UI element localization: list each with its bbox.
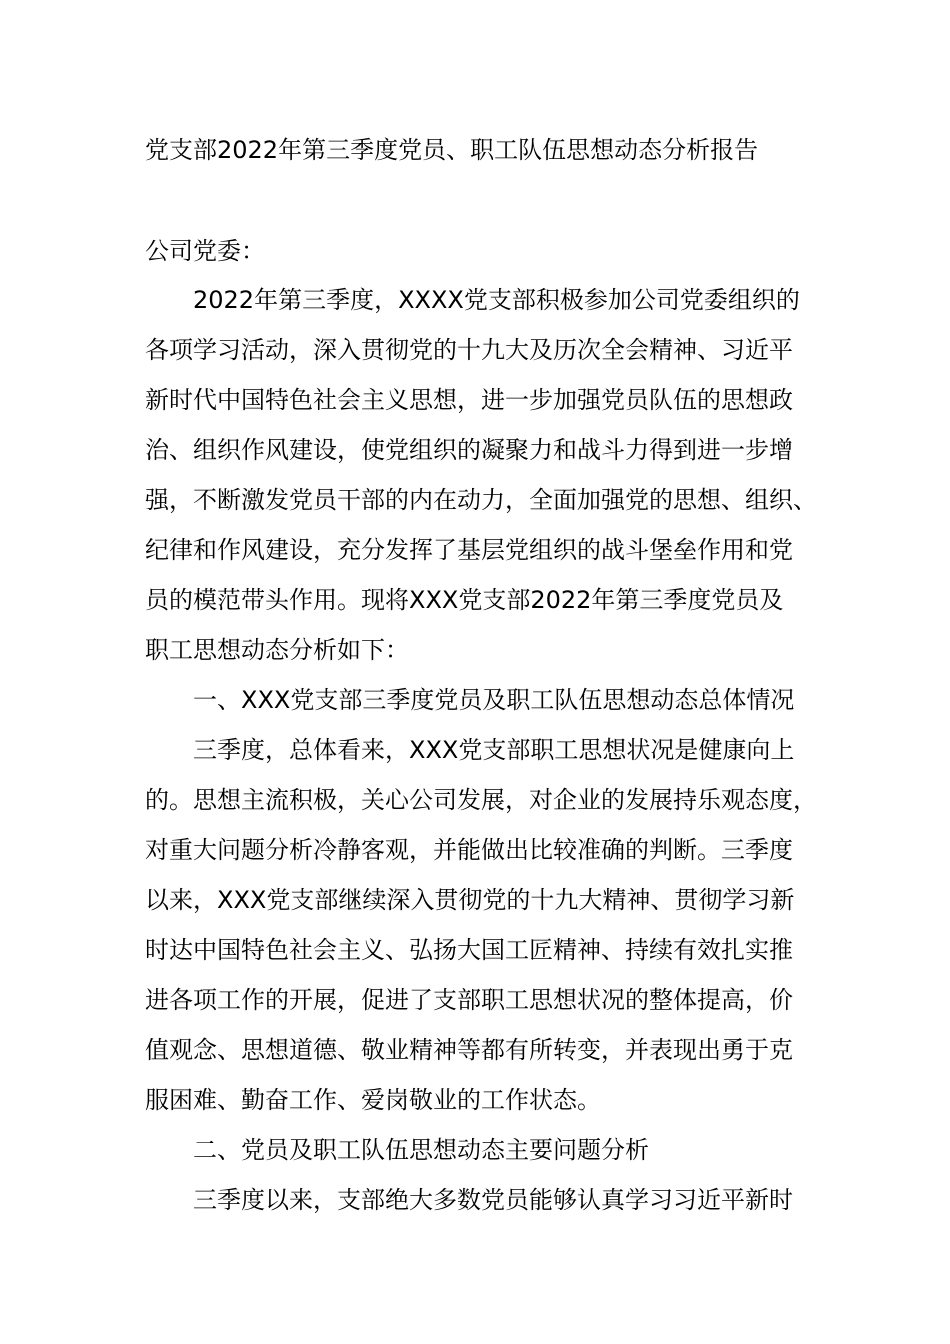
text-line: 强，不断激发党员干部的内在动力，全面加强党的思想、组织、 (145, 486, 817, 514)
text-line: 服困难、勤奋工作、爱岗敬业的工作状态。 (145, 1086, 601, 1114)
text-line: 员的模范带头作用。现将XXX党支部2022年第三季度党员及 (145, 586, 784, 614)
text-line: 纪律和作风建设，充分发挥了基层党组织的战斗堡垒作用和党 (145, 536, 793, 564)
text-line: 各项学习活动，深入贯彻党的十九大及历次全会精神、习近平 (145, 336, 793, 364)
text-line: 对重大问题分析冷静客观，并能做出比较准确的判断。三季度 (145, 836, 793, 864)
document-body (145, 282, 825, 1232)
text-line: 一、XXX党支部三季度党员及职工队伍思想动态总体情况 (193, 686, 795, 714)
text-line: 二、党员及职工队伍思想动态主要问题分析 (193, 1136, 649, 1164)
text-line: 以来，XXX党支部继续深入贯彻党的十九大精神、贯彻学习新 (145, 886, 795, 914)
text-line: 2022年第三季度，XXXX党支部积极参加公司党委组织的 (193, 286, 800, 314)
text-line: 的。思想主流积极，关心公司发展，对企业的发展持乐观态度， (145, 786, 817, 814)
salutation: 公司党委： (145, 237, 265, 265)
text-line: 时达中国特色社会主义、弘扬大国工匠精神、持续有效扎实推 (145, 936, 793, 964)
text-line: 值观念、思想道德、敬业精神等都有所转变，并表现出勇于克 (145, 1036, 793, 1064)
text-line: 治、组织作风建设，使党组织的凝聚力和战斗力得到进一步增 (145, 436, 793, 464)
text-line: 三季度，总体看来，XXX党支部职工思想状况是健康向上 (193, 736, 795, 764)
document-title: 党支部2022年第三季度党员、职工队伍思想动态分析报告 (145, 136, 759, 164)
text-line: 进各项工作的开展，促进了支部职工思想状况的整体提高，价 (145, 986, 793, 1014)
text-line: 职工思想动态分析如下： (145, 636, 409, 664)
text-line: 新时代中国特色社会主义思想，进一步加强党员队伍的思想政 (145, 386, 793, 414)
text-line: 三季度以来，支部绝大多数党员能够认真学习习近平新时 (193, 1186, 793, 1214)
